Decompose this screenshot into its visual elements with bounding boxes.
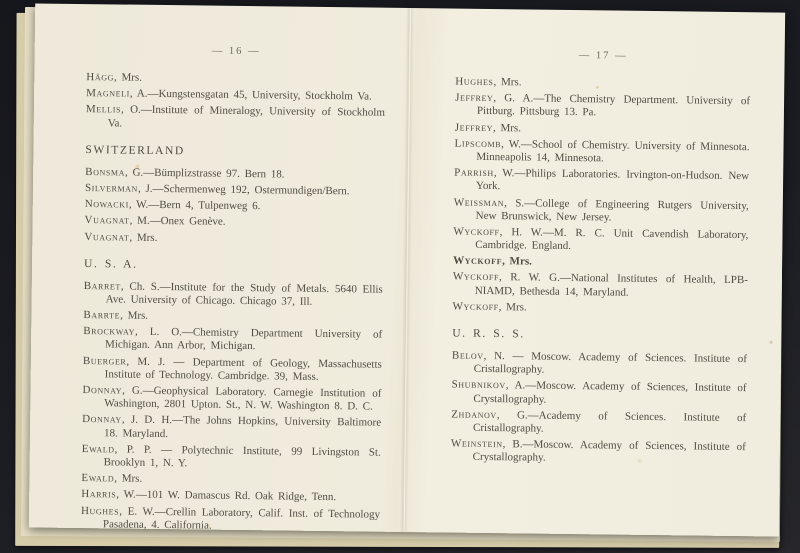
directory-entry: Weinstein, B.—Moscow. Academy of Sciences, Institute of Crystallography.: [450, 437, 746, 465]
directory-entry: Jeffrey, Mrs.: [454, 121, 522, 134]
entry-surname: Shubnikov: [451, 378, 506, 392]
entry-surname: Donnay: [82, 413, 122, 426]
directory-entry: Wyckoff, H. W.—M. R. C. Unit Cavendish Laboratory, Cambridge. England.: [453, 225, 749, 253]
entry-surname: Barrte: [83, 309, 121, 322]
directory-entry: Donnay, J. D. H.—The Johns Hopkins, University Baltimore 18. Maryland.: [82, 413, 382, 440]
entry-surname: Wyckoff: [452, 300, 499, 313]
entry-surname: Parrish: [454, 166, 494, 180]
directory-entry: Zhdanov, G.—Academy of Sciences. Institute of Cristallography.: [451, 408, 747, 435]
directory-entry: Vuagnat, Mrs.: [84, 230, 158, 244]
entry-surname: Wyckoff: [452, 270, 500, 284]
directory-entry: Belov, N. — Moscow. Academy of Sciences. Institute of Cristallography.: [451, 349, 748, 376]
entry-surname: Brockway: [83, 325, 136, 338]
directory-entry: Barret, Ch. S.—Institute for the Study of Metals. 5640 Ellis Ave. University of Chicago. Chicago 37, Ill.: [83, 279, 383, 308]
directory-entry: Wyckoff, R. W. G.—National Institutes of Health, LPB-NIAMD, Bethesda 14, Maryland.: [452, 270, 748, 299]
directory-entry: Mellis, O.—Institute of Mineralogy, University of Stockholm Va.: [85, 103, 385, 130]
directory-entry: Bonsma, G.—Bümplizstrasse 97. Bern 18.: [85, 165, 285, 181]
directory-entry: Vuagnat, M.—Onex Genève.: [84, 214, 226, 229]
directory-entry: Weissman, S.—College of Engineering Rutgers University, New Brunswick, New Jersey.: [453, 196, 749, 224]
directory-entry: Barrte, Mrs.: [83, 309, 149, 322]
page-left: [29, 3, 410, 532]
entry-surname: Ewald: [81, 442, 115, 456]
directory-entry: Wyckoff, Mrs.: [452, 300, 527, 314]
directory-entry: Brockway, L. O.—Chemistry Department University of Michigan. Ann Arbor, Michigan.: [83, 325, 383, 353]
entry-surname: Weinstein: [450, 437, 503, 451]
entry-surname: Nowacki: [84, 198, 129, 211]
directory-entry: Ewald, Mrs.: [81, 472, 143, 485]
entry-surname: Wyckoff: [453, 225, 500, 239]
entry-surname: Harris: [81, 488, 117, 501]
directory-entry: Magneli, A.—Kungstensgatan 45, University, Stockholm Va.: [86, 87, 372, 103]
page-number-right: — 17 —: [578, 50, 628, 62]
directory-entry: Ewald, P. P. — Polytechnic Institute, 99 Livingston St. Brooklyn 1, N. Y.: [81, 442, 381, 470]
open-book: [29, 3, 785, 536]
entry-surname: Hughes: [455, 75, 494, 89]
directory-entry: Silverman, J.—Schermenweg 192, Ostermundigen/Bern.: [84, 181, 350, 198]
entry-surname: Hughes: [80, 504, 120, 518]
entry-surname: Zhdanov: [451, 408, 497, 421]
entry-surname: Hägg: [86, 71, 115, 84]
directory-entry: Buerger, M. J. — Department of Geology, Massachusetts Institute of Technology. Cambridge. 39, Mass.: [82, 354, 382, 383]
directory-entry: Hägg, Mrs.: [86, 71, 143, 84]
page-right-content: [451, 76, 751, 468]
country-heading: U. R. S. S.: [452, 327, 525, 341]
entry-surname: Barret: [83, 279, 122, 293]
directory-entry: Parrish, W.—Philips Laboratories. Irvington-on-Hudson. New York.: [454, 166, 750, 193]
entry-surname: Belov: [451, 349, 484, 362]
page-number-left: — 16 —: [211, 45, 261, 58]
directory-entry: Hughes, Mrs.: [455, 75, 522, 89]
entry-surname: Bonsma: [85, 165, 126, 179]
country-heading: SWITZERLAND: [85, 143, 185, 158]
directory-entry: Wyckoff, Mrs.: [453, 254, 532, 268]
entry-surname: Ewald: [81, 472, 115, 485]
directory-entry: Shubnikov, A.—Moscow. Academy of Sciences, Institute of Crystallography.: [451, 378, 747, 406]
directory-entry: Jeffrey, G. A.—The Chemistry Department. University of Pittburg. Pittsburg 13. Pa.: [455, 91, 751, 119]
entry-surname: Vuagnat: [84, 230, 130, 244]
page-left-content: [81, 71, 386, 534]
book-spread: [29, 3, 785, 536]
entry-surname: Jeffrey: [455, 91, 494, 105]
page-right: [404, 8, 785, 537]
entry-surname: Wyckoff: [453, 254, 503, 268]
entry-surname: Vuagnat: [84, 214, 130, 227]
country-heading: U. S. A.: [83, 257, 138, 271]
entry-surname: Lipscomb: [454, 137, 502, 150]
directory-entry: Harris, W.—101 W. Damascus Rd. Oak Ridge, Tenn.: [81, 488, 337, 504]
entry-surname: Buerger: [82, 354, 127, 368]
directory-entry: Donnay, G.—Geophysical Laboratory. Carnegie Institution of Washington, 2801 Upton. St., N. W. Washington 8. D. C.: [82, 384, 382, 413]
entry-surname: Donnay: [82, 384, 123, 397]
entry-surname: Silverman: [84, 181, 139, 195]
entry-surname: Jeffrey: [454, 121, 494, 134]
directory-entry: Nowacki, W.—Bern 4, Tulpenweg 6.: [84, 198, 261, 213]
entry-surname: Magneli: [86, 87, 130, 100]
entry-surname: Weissman: [453, 196, 505, 209]
directory-entry: Hughes, E. W.—Crellin Laboratory, Calif. Inst. of Technology Pasadena, 4. California.: [80, 504, 381, 532]
entry-surname: Mellis: [85, 103, 122, 116]
directory-entry: Lipscomb, W.—School of Chemistry. University of Minnesota. Minneapolis 14, Minnesota.: [454, 137, 750, 165]
